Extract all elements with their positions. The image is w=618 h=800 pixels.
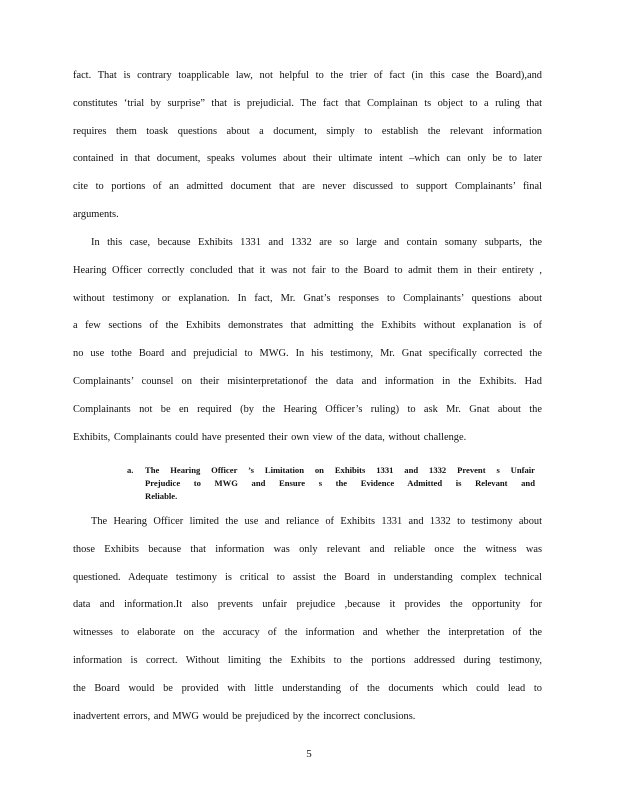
paragraph-3	[73, 514, 542, 736]
text-line: constitutes ‘trial by surprise” that is prejudicial. The fact that Complainan ts object to a ruling that	[73, 97, 542, 109]
text-line: Complainants not be en required (by the Hearing Officer’s ruling) to ask Mr. Gnat about the	[73, 403, 542, 415]
text-line: questioned. Adequate testimony is critical to assist the Board in understanding complex technical	[73, 571, 542, 583]
text-line: data and information.It also prevents unfair prejudice ,because it provides the opportunity for	[73, 599, 542, 611]
paragraph-2	[73, 235, 542, 457]
text-line: without testimony or explanation. In fact, Mr. Gnat’s responses to Complainants’ questions about	[73, 292, 542, 304]
heading-marker: a.	[127, 465, 134, 475]
heading-line: The Hearing Officer ’s Limitation on Exhibits 1331 and 1332 Prevent s Unfair	[145, 465, 535, 475]
heading-line: Reliable.	[145, 491, 178, 501]
text-line: Complainants’ counsel on their misinterpretationof the data and information in the Exhibits. Had	[73, 375, 542, 387]
text-line: arguments.	[73, 208, 119, 220]
text-line: cite to portions of an admitted document that are never discussed to support Complainants’ final	[73, 181, 542, 193]
text-line: the Board would be provided with little understanding of the documents which could lead to	[73, 682, 542, 694]
text-line: those Exhibits because that information was only relevant and reliable once the witness was	[73, 543, 542, 555]
text-line: Hearing Officer correctly concluded that it was not fair to the Board to admit them in their entirety ,	[73, 264, 542, 276]
text-line: inadvertent errors, and MWG would be prejudiced by the incorrect conclusions.	[73, 710, 416, 722]
text-line: information is correct. Without limiting the Exhibits to the portions addressed during testimony,	[73, 654, 542, 666]
text-line: In this case, because Exhibits 1331 and 1332 are so large and contain somany subparts, the	[91, 237, 542, 248]
heading-text	[145, 464, 535, 503]
text-line: Exhibits, Complainants could have presented their own view of the data, without challenge.	[73, 431, 467, 443]
text-line: a few sections of the Exhibits demonstrates that admitting the Exhibits without explanation is of	[73, 320, 542, 332]
page-number: 5	[306, 748, 312, 760]
text-line: contained in that document, speaks volumes about their ultimate intent –which can only be to later	[73, 153, 542, 165]
text-line: fact. That is contrary toapplicable law, not helpful to the trier of fact (in this case the Board),and	[73, 70, 542, 81]
text-line: no use tothe Board and prejudicial to MWG. In his testimony, Mr. Gnat specifically corrected the	[73, 348, 542, 360]
text-line: witnesses to elaborate on the accuracy of the information and whether the interpretation of the	[73, 627, 542, 639]
text-line: The Hearing Officer limited the use and reliance of Exhibits 1331 and 1332 to testimony about	[91, 516, 542, 527]
heading-line: Prejudice to MWG and Ensure s the Evidence Admitted is Relevant and	[145, 478, 535, 488]
paragraph-1	[73, 68, 542, 235]
text-line: requires them toask questions about a document, simply to establish the relevant information	[73, 125, 542, 137]
